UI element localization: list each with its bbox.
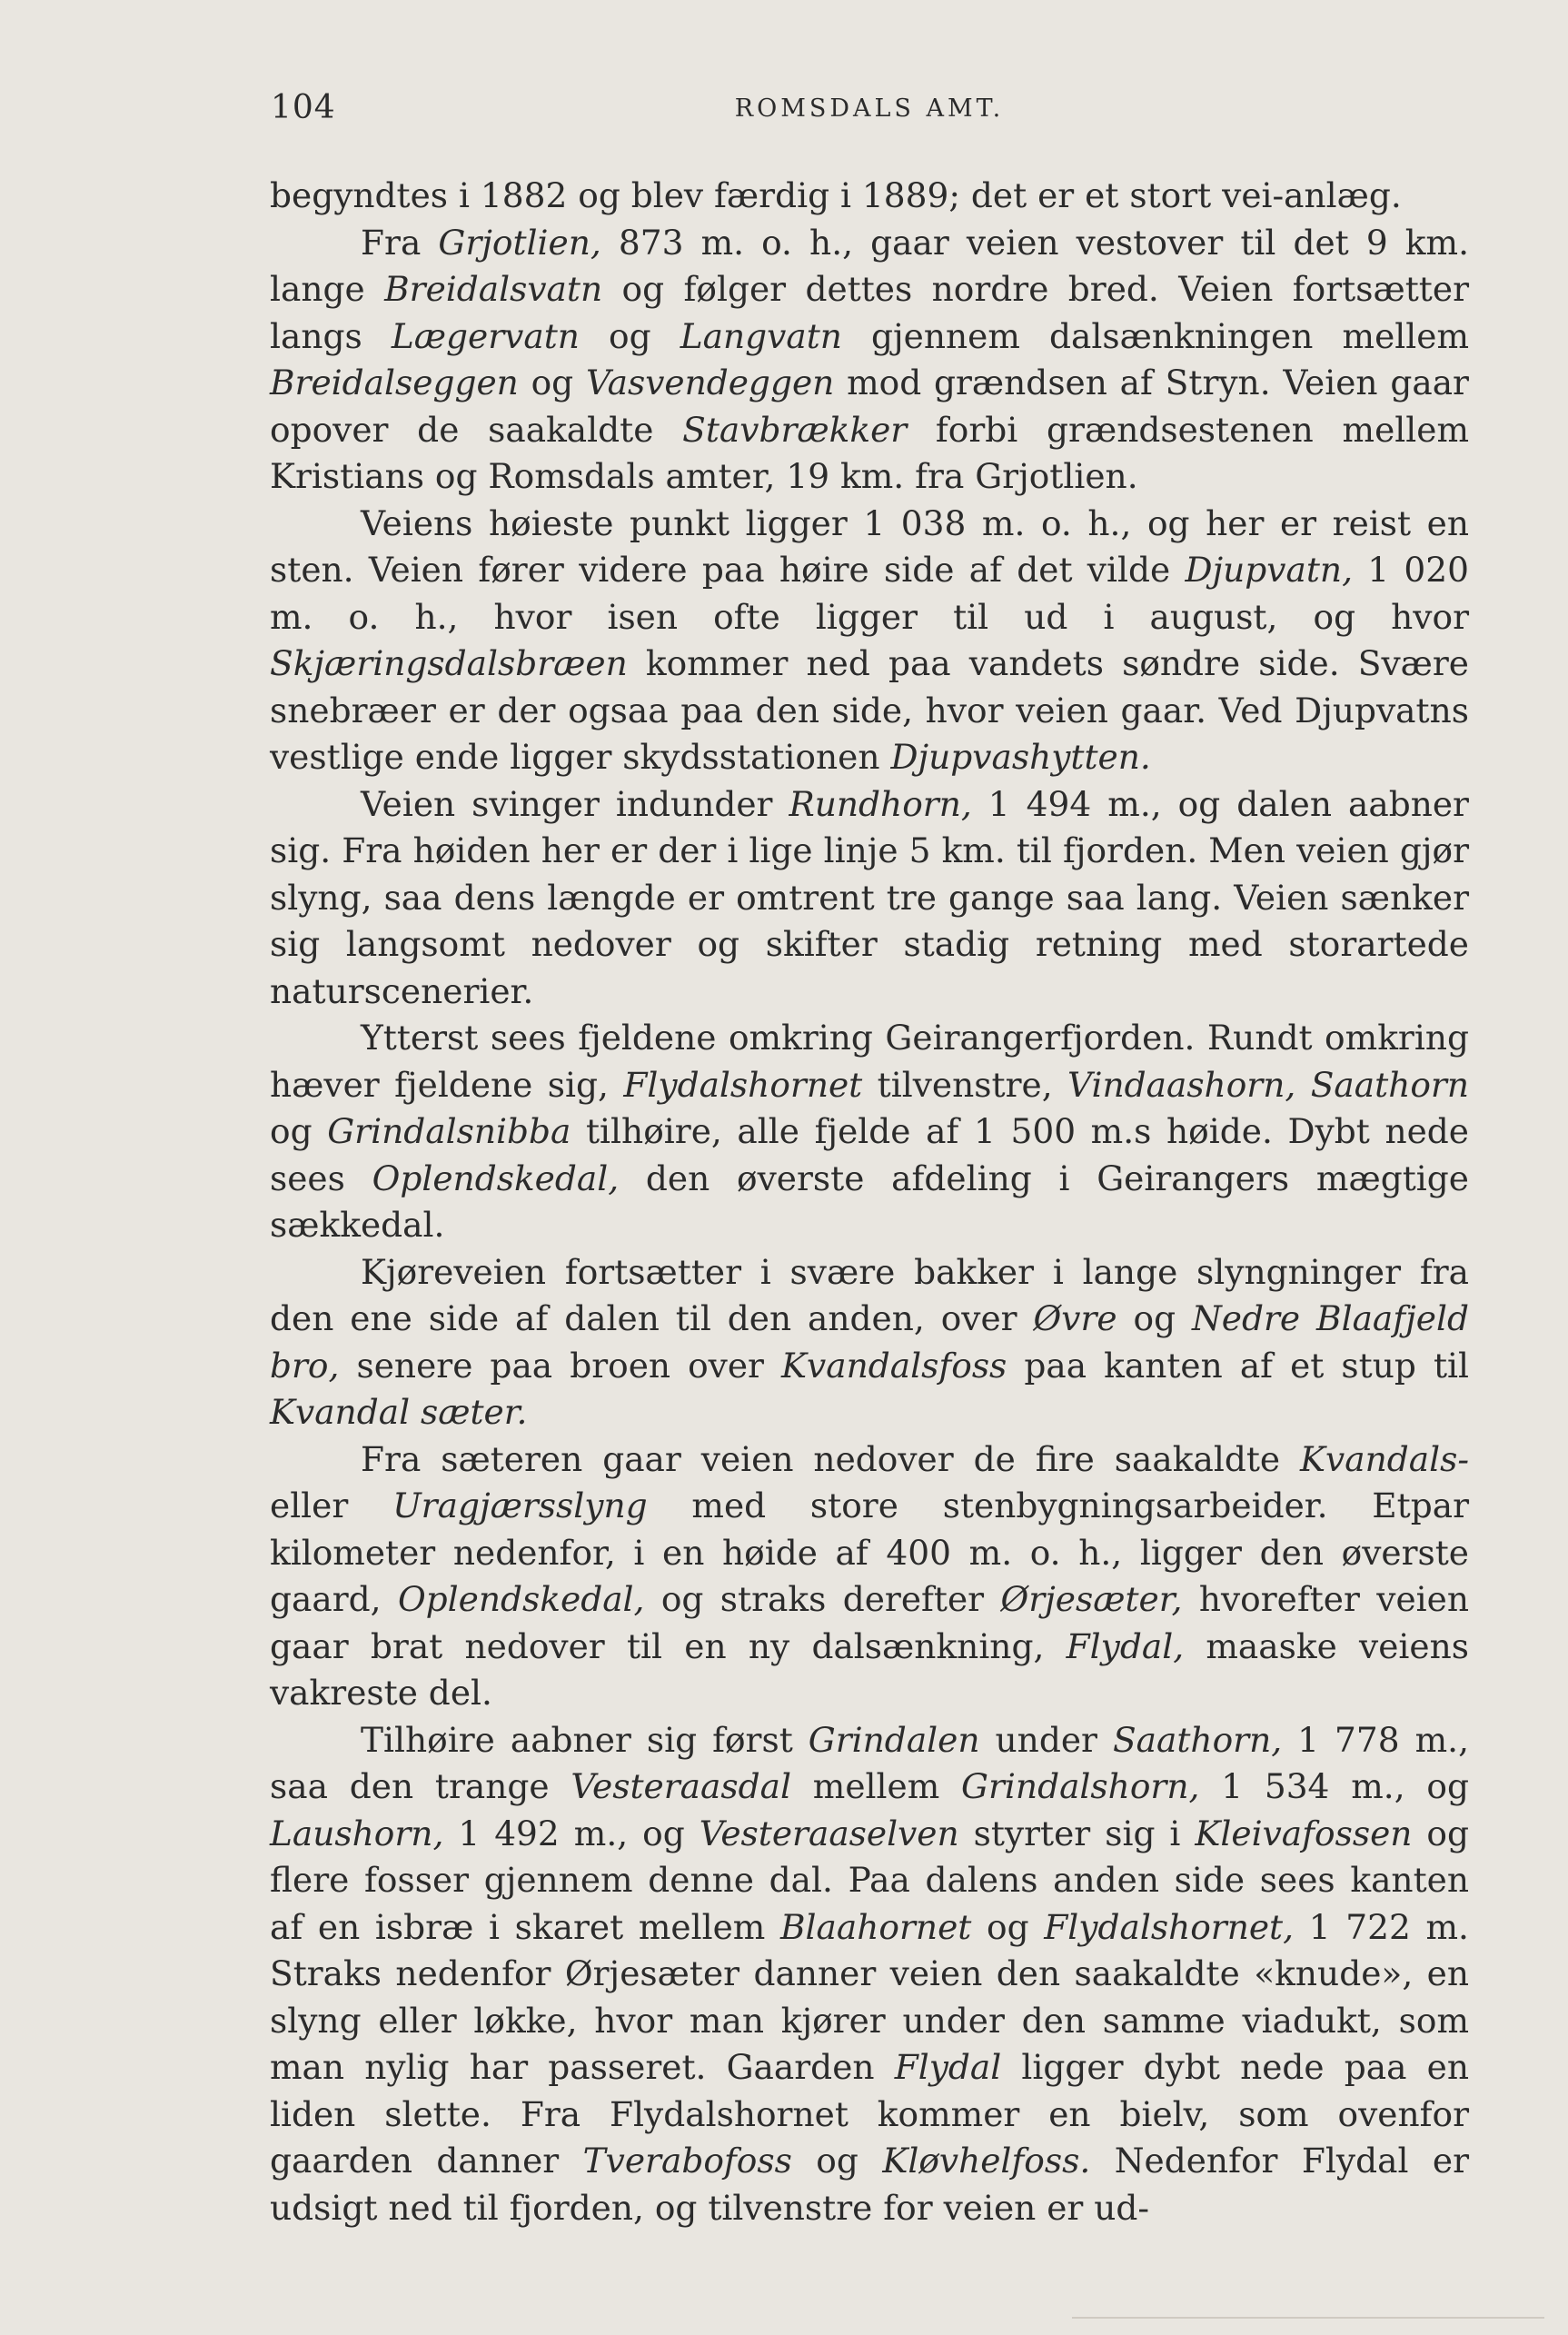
text-run: 1 020 m. o. h., hvor isen ofte ligger til ud i august, og hvor bbox=[270, 550, 1470, 637]
paragraph bbox=[270, 1717, 1469, 2232]
text-run: og bbox=[270, 1111, 328, 1151]
text-run: senere paa broen over bbox=[339, 1345, 782, 1386]
italic-place-name: Kleivafossen bbox=[1195, 1813, 1413, 1853]
italic-place-name: Uragjærsslyng bbox=[392, 1485, 648, 1525]
paragraph bbox=[270, 220, 1469, 501]
text-run: og bbox=[791, 2141, 883, 2181]
text-run: forbi grændsestenen mellem Kristians og Romsdals amter, 19 km. fra Grjotlien. bbox=[270, 409, 1469, 496]
text-run: mod grændsen af Stryn. Veien gaar opover de saakaldte bbox=[270, 363, 1469, 450]
italic-place-name: Lægervatn bbox=[391, 315, 580, 356]
page-number: 104 bbox=[271, 89, 336, 126]
text-run: kommer ned paa vandets søndre side. Svære snebræer er der ogsaa paa den side, hvor veien gaar. Ved Djupvatns vestlige ende ligger skydsstationen bbox=[270, 643, 1469, 777]
text-run: 1 722 m. Straks nedenfor Ørjesæter danner veien den saakaldte «knude», en slyng eller løkke, hvor man kjører under den samme viadukt, som man nylig har passeret. Gaarden bbox=[270, 1906, 1469, 2087]
text-run: 1 534 m., og bbox=[1199, 1766, 1469, 1806]
text-run: Nedenfor Flydal er udsigt ned til fjorden, og tilvenstre for veien er ud- bbox=[270, 2141, 1469, 2228]
text-run: og bbox=[971, 1906, 1045, 1947]
italic-place-name: Djupvashytten. bbox=[890, 737, 1151, 777]
text-run: Ytterst sees fjeldene omkring Geirangerfjorden. Rundt omkring hæver fjeldene sig, bbox=[270, 1018, 1469, 1105]
text-run: den øverste afdeling i Geirangers mægtige sækkedal. bbox=[270, 1158, 1469, 1245]
paragraph bbox=[270, 1436, 1469, 1717]
text-run: og straks derefter bbox=[644, 1579, 1001, 1619]
text-run: gjennem dalsænkningen mellem bbox=[841, 315, 1469, 356]
text-run: styrter sig i bbox=[958, 1813, 1196, 1853]
text-run: Fra sæteren gaar veien nedover de fire saakaldte bbox=[361, 1438, 1301, 1479]
page-edge-mark bbox=[1072, 2317, 1544, 2319]
italic-place-name: Grindalshorn, bbox=[961, 1766, 1200, 1806]
italic-place-name: Tverabofoss bbox=[582, 2141, 792, 2181]
italic-place-name: Vesteraaselven bbox=[699, 1813, 959, 1853]
paragraph bbox=[270, 1015, 1469, 1249]
text-run: og bbox=[579, 315, 680, 356]
text-run: 873 m. o. h., gaar veien vestover til det 9 km. lange bbox=[270, 222, 1469, 309]
text-run: og flere fosser gjennem denne dal. Paa dalens anden side sees kanten af en isbræ i skaret mellem bbox=[270, 1813, 1469, 1947]
italic-place-name: Kvandal sæter. bbox=[270, 1392, 528, 1432]
text-run: Kjøreveien fortsætter i svære bakker i lange slyngninger fra den ene side af dalen til den anden, over bbox=[270, 1251, 1469, 1338]
italic-place-name: Laushorn, bbox=[270, 1813, 444, 1853]
paragraph bbox=[270, 173, 1469, 220]
text-run: Veien svinger indunder bbox=[361, 783, 789, 824]
italic-place-name: Flydal bbox=[894, 2047, 1002, 2087]
italic-place-name: Vasvendeggen bbox=[585, 363, 835, 402]
italic-place-name: Breidalsvatn bbox=[384, 269, 603, 309]
body-text bbox=[270, 173, 1469, 2231]
italic-place-name: Saathorn, bbox=[1112, 1719, 1283, 1760]
text-run: tilvenstre, bbox=[862, 1064, 1068, 1105]
text-run: ligger dybt nede paa en liden slette. Fra Flydalshornet kommer en bielv, som ovenfor gaarden danner bbox=[270, 2047, 1469, 2181]
italic-place-name: Rundhorn, bbox=[789, 783, 972, 824]
text-run: hvorefter veien gaar brat nedover til en ny dalsænkning, bbox=[270, 1579, 1469, 1666]
text-run: 1 494 m., og dalen aabner sig. Fra høiden her er der i lige linje 5 km. til fjorden. Men veien gjør slyng, saa dens længde er omtrent tre gange saa lang. Veien sænker sig langsomt nedover og skifter stadig retning med storartede naturscenerier. bbox=[270, 783, 1469, 1011]
text-run: eller bbox=[270, 1485, 393, 1525]
paragraph bbox=[270, 501, 1469, 781]
italic-place-name: Langvatn bbox=[680, 315, 842, 356]
page-header bbox=[271, 89, 1468, 134]
text-run: under bbox=[979, 1719, 1113, 1760]
text-run: med store stenbygningsarbeider. Etpar kilometer nedenfor, i en høide af 400 m. o. h., ligger den øverste gaard, bbox=[270, 1485, 1469, 1619]
italic-place-name: Grindalen bbox=[808, 1719, 980, 1760]
italic-place-name: Flydalshornet, bbox=[1044, 1906, 1295, 1947]
italic-place-name: Kløvhelfoss. bbox=[882, 2141, 1091, 2181]
italic-place-name: Skjæringsdalsbræen bbox=[270, 643, 628, 683]
italic-place-name: Ørjesæter, bbox=[1000, 1579, 1183, 1619]
text-run: mellem bbox=[790, 1766, 962, 1806]
paragraph bbox=[270, 1249, 1469, 1436]
italic-place-name: Vesteraasdal bbox=[571, 1766, 791, 1806]
italic-place-name: Øvre bbox=[1033, 1298, 1117, 1338]
italic-place-name: Blaahornet bbox=[780, 1906, 972, 1947]
italic-place-name: Grjotlien, bbox=[438, 222, 601, 263]
italic-place-name: Breidalseggen bbox=[270, 363, 519, 402]
italic-place-name: Oplendskedal, bbox=[397, 1579, 645, 1619]
italic-place-name: Flydalshornet bbox=[623, 1064, 863, 1105]
italic-place-name: Nedre Blaafjeld bro, bbox=[270, 1298, 1469, 1386]
text-run: 1 778 m., saa den trange bbox=[270, 1719, 1469, 1806]
italic-place-name: Grindalsnibba bbox=[327, 1111, 571, 1151]
italic-place-name: Kvandalsfoss bbox=[781, 1345, 1007, 1386]
text-run bbox=[1295, 1065, 1310, 1105]
text-run: og følger dettes nordre bred. Veien fortsætter langs bbox=[270, 269, 1469, 356]
text-run: Veiens høieste punkt ligger 1 038 m. o. h., og her er reist en sten. Veien fører videre paa høire side af det vilde bbox=[270, 502, 1469, 590]
text-run: og bbox=[518, 363, 586, 402]
italic-place-name: Oplendskedal, bbox=[372, 1158, 620, 1198]
running-title: ROMSDALS AMT. bbox=[734, 94, 1005, 123]
text-run: maaske veiens vakreste del. bbox=[270, 1625, 1470, 1713]
italic-place-name: Stavbrækker bbox=[682, 409, 908, 450]
paragraph bbox=[270, 781, 1469, 1016]
text-run: og bbox=[1116, 1298, 1192, 1338]
text-run: begyndtes i 1882 og blev færdig i 1889; det er et stort vei-anlæg. bbox=[270, 175, 1402, 215]
text-run: paa kanten af et stup til bbox=[1007, 1345, 1469, 1386]
text-run: Tilhøire aabner sig først bbox=[361, 1719, 809, 1760]
text-run: 1 492 m., og bbox=[443, 1813, 700, 1853]
text-run: Fra bbox=[361, 222, 439, 263]
italic-place-name: Saathorn bbox=[1310, 1064, 1469, 1105]
italic-place-name: Kvandals- bbox=[1300, 1438, 1469, 1479]
text-run: tilhøire, alle fjelde af 1 500 m.s høide. Dybt nede sees bbox=[270, 1111, 1469, 1198]
italic-place-name: Flydal, bbox=[1066, 1625, 1185, 1666]
italic-place-name: Vindaashorn, bbox=[1067, 1064, 1296, 1105]
italic-place-name: Djupvatn, bbox=[1185, 550, 1353, 590]
